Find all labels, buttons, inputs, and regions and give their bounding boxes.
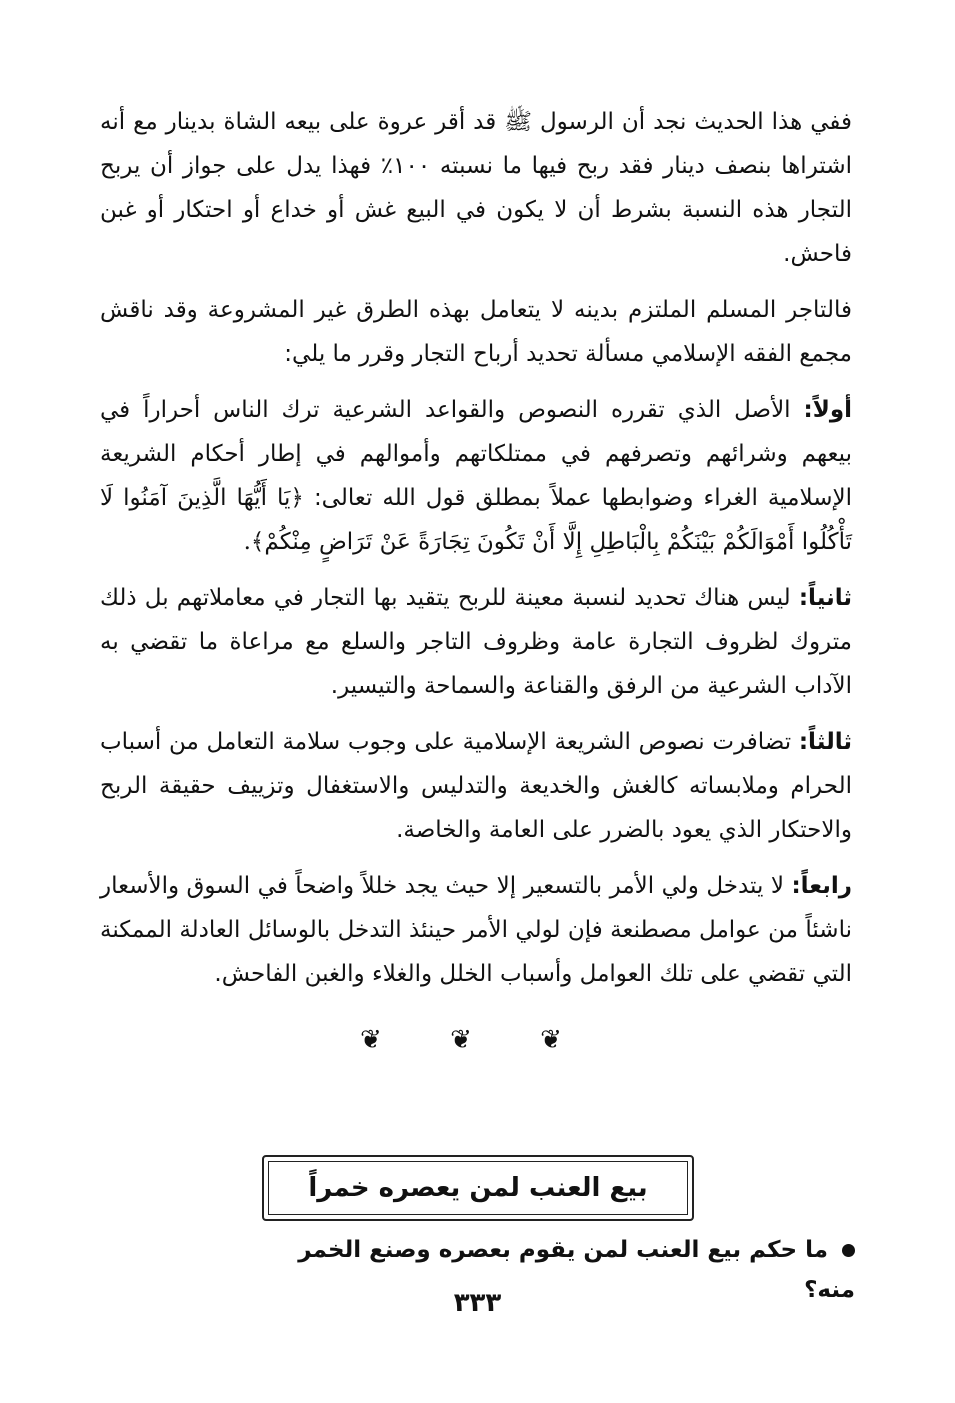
page-body	[100, 100, 852, 1060]
bullet-icon	[842, 1244, 855, 1257]
paragraph-text: ففي هذا الحديث نجد أن الرسول ﷺ قد أقر عروة على بيعه الشاة بدينار مع أنه اشتراها بنصف دينار فقد ربح فيها ما نسبته ١٠٠٪ فهذا يدل على جواز أن يربح التجار هذه النسبة بشرط أن لا يكون في البيع غش أو خداع أو احتكار أو غبن فاحش.	[100, 109, 852, 267]
point-text: لا يتدخل ولي الأمر بالتسعير إلا حيث يجد خللاً واضحاً في السوق والأسعار ناشئاً من عوامل مصطنعة فإن لولي الأمر حينئذ التدخل بالوسائل العادلة الممكنة التي تقضي على تلك العوامل وأسباب الخلل والغلاء والغبن الفاحش.	[100, 873, 852, 987]
point-lead: ثالثاً:	[798, 729, 852, 755]
point-text: الأصل الذي تقرره النصوص والقواعد الشرعية ترك الناس أحراراً في بيعهم وشرائهم وتصرفهم في ممتلكاتهم وأموالهم في إطار أحكام الشريعة الإسلامية الغراء وضوابطها عملاً بمطلق قول الله تعالى:	[100, 397, 852, 511]
point-text: ليس هناك تحديد لنسبة معينة للربح يتقيد بها التجار في معاملاتهم بل ذلك متروك لظروف التجارة عامة وظروف التاجر والسلع مع مراعاة ما تقضي به الآداب الشرعية من الرفق والقناعة والسماحة والتيسير.	[100, 585, 852, 699]
page-number: ٣٣٣	[453, 1288, 502, 1318]
point-four	[100, 864, 852, 996]
quran-verse: ﴿يَا أَيُّهَا الَّذِينَ آمَنُوا لَا تَأْكُلُوا أَمْوَالَكُمْ بَيْنَكُمْ بِالْبَاطِلِ إِلَّا أَنْ تَكُونَ تِجَارَةً عَنْ تَرَاضٍ مِنْكُمْ﴾.	[100, 485, 852, 555]
point-three	[100, 720, 852, 852]
point-text: تضافرت نصوص الشريعة الإسلامية على وجوب سلامة التعامل من أسباب الحرام وملابساته كالغش والخديعة والتدليس والاستغفال وتزييف حقيقة الربح والاحتكار الذي يعود بالضرر على العامة والخاصة.	[100, 729, 852, 843]
point-lead: رابعاً:	[791, 873, 853, 899]
point-one	[100, 388, 852, 564]
paragraph-text: فالتاجر المسلم الملتزم بدينه لا يتعامل بهذه الطرق غير المشروعة وقد ناقش مجمع الفقه الإسلامي مسألة تحديد أرباح التجار وقرر ما يلي:	[100, 297, 852, 367]
question-text: ما حكم بيع العنب لمن يقوم بعصره وصنع الخمر منه؟	[298, 1237, 855, 1303]
point-two	[100, 576, 852, 708]
section-heading: بيع العنب لمن يعصره خمراً	[308, 1173, 648, 1203]
paragraph	[100, 288, 852, 376]
paragraph	[100, 100, 852, 276]
point-lead: أولاً:	[803, 397, 853, 423]
point-lead: ثانياً:	[798, 585, 852, 611]
section-heading-frame	[262, 1155, 694, 1221]
section-divider-ornament: ❦ ❦ ❦	[360, 1025, 592, 1055]
